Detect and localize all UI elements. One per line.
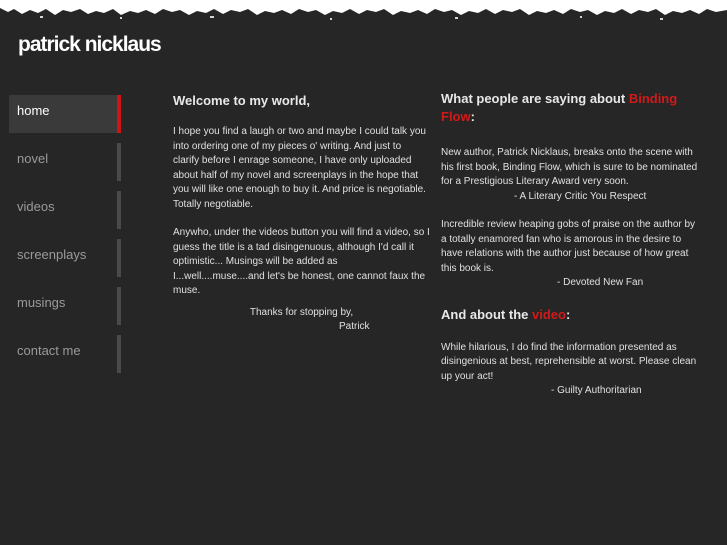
welcome-heading: Welcome to my world, [173, 93, 311, 108]
video-heading-prefix: And about the [441, 306, 532, 322]
review-2-author: - Devoted New Fan [557, 277, 644, 288]
nav-item-label: home [17, 103, 50, 118]
welcome-section [173, 92, 430, 335]
nav-item-label: videos [17, 199, 55, 214]
reviews-heading-suffix: : [470, 109, 475, 124]
nav-item-screenplays[interactable] [9, 239, 121, 277]
video-heading [441, 306, 703, 324]
binding-flow-link[interactable]: Binding Flow [441, 91, 678, 124]
nav-item-label: contact me [17, 343, 81, 358]
welcome-paragraph-2: Anywho, under the videos button you will find a video, so I guess the title is a tad disingenuous, although I'd call it optimistic... Musings will be added as I...well....muse....and let's be honest, one cannot faux the muse. [173, 227, 430, 296]
grunge-header-border [0, 0, 727, 22]
video-heading-suffix: : [565, 306, 571, 322]
review-2-text: Incredible review heaping gobs of praise on the author by a totally enamored fan who is amorous in the desire to have relations with the author just because of how great this book is. [441, 219, 696, 274]
nav-item-label: screenplays [17, 247, 87, 262]
nav-item-novel[interactable] [9, 143, 121, 181]
video-link[interactable]: video [532, 306, 566, 322]
reviews-heading [441, 90, 703, 126]
main-nav [9, 95, 121, 383]
welcome-signoff: Thanks for stopping by, [249, 306, 354, 318]
nav-item-videos[interactable] [9, 191, 121, 229]
review-3-text: While hilarious, I do find the information presented as disingenious at best, reprehensible at worst. Please clean up your act! [441, 341, 697, 382]
welcome-paragraph-1: I hope you find a laugh or two and maybe I could talk you into ordering one of my pieces o' writing. And just to clarify before I enrage someone, I have only uploaded about half of my novel and screenplays in the hope that you will like one enough to buy it. And price is negotiable. Totally negotiable. [173, 126, 426, 210]
review-1-text: New author, Patrick Nicklaus, breaks onto the scene with his first book, Binding Flow, which is sure to be nominated for a Prestigious Literary Award very soon. [441, 147, 698, 187]
review-3-author: - Guilty Authoritarian [551, 385, 642, 396]
nav-item-musings[interactable] [9, 287, 121, 325]
site-title[interactable]: patrick nicklaus [18, 33, 161, 56]
nav-item-contact-me[interactable] [9, 335, 121, 373]
nav-item-label: novel [17, 151, 49, 166]
welcome-signature: Patrick [339, 321, 370, 332]
nav-item-home[interactable] [9, 95, 121, 133]
reviews-section [441, 90, 703, 399]
nav-item-label: musings [17, 295, 66, 310]
review-1-author: - A Literary Critic You Respect [514, 190, 647, 202]
reviews-heading-prefix: What people are saying about [441, 91, 629, 106]
